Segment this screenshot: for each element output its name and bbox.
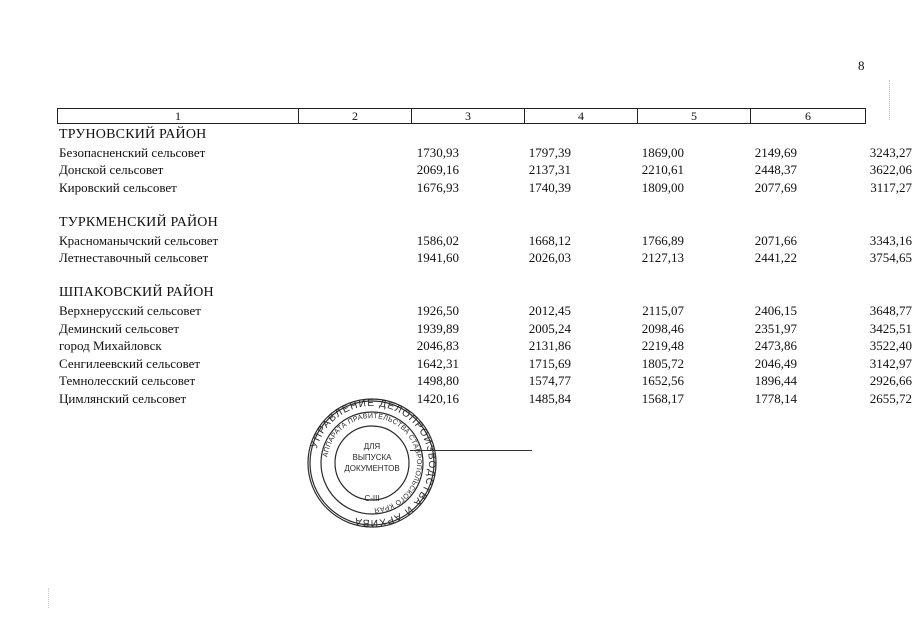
value-cell-col-5: 1896,44 [754, 373, 797, 389]
district-name: ТРУНОВСКИЙ РАЙОН [59, 127, 207, 142]
value-cell-col-3: 1715,69 [528, 355, 571, 371]
value-cell-col-6: 3522,40 [869, 338, 912, 354]
row-spacer [57, 196, 865, 214]
district-heading [57, 214, 865, 232]
value-cell-col-3: 1574,77 [528, 373, 571, 389]
value-cell-col-4: 1869,00 [641, 144, 684, 160]
seal-center-line-1: ДЛЯ [363, 442, 381, 451]
column-header: 1 [58, 109, 299, 124]
settlement-name: Сенгилеевский сельсовет [59, 355, 201, 371]
table-row [57, 161, 912, 179]
value-cell-col-2: 1941,60 [416, 250, 459, 266]
value-cell-col-3: 1740,39 [528, 179, 571, 195]
value-cell-col-2: 1586,02 [416, 232, 459, 248]
value-cell-col-6: 3425,51 [869, 320, 912, 336]
official-seal [306, 397, 438, 529]
value-cell-col-6: 3622,06 [869, 162, 912, 178]
value-cell-col-5: 2406,15 [754, 302, 797, 318]
value-cell-col-6: 3243,27 [869, 144, 912, 160]
value-cell-col-5: 1778,14 [754, 390, 797, 406]
value-cell-col-2: 1939,89 [416, 320, 459, 336]
seal-inner-text: АППАРАТА ПРАВИТЕЛЬСТВА СТАВРОПОЛЬСКОГО КРАЯ [322, 412, 423, 514]
value-cell-col-2: 1730,93 [416, 144, 459, 160]
value-cell-col-4: 1805,72 [641, 355, 684, 371]
table-row [57, 337, 912, 355]
seal-center-line-2: ВЫПУСКА [352, 453, 392, 462]
settlement-name: Темнолесский сельсовет [59, 373, 196, 389]
value-cell-col-5: 2351,97 [754, 320, 797, 336]
signature-line [410, 450, 532, 451]
value-cell-col-6: 3754,65 [869, 250, 912, 266]
value-cell-col-3: 1797,39 [528, 144, 571, 160]
settlement-name: Летнеставочный сельсовет [59, 250, 209, 266]
value-cell-col-3: 2026,03 [528, 250, 571, 266]
value-cell-col-6: 3142,97 [869, 355, 912, 371]
settlement-name: Красноманычский сельсовет [59, 232, 219, 248]
value-cell-col-4: 1568,17 [641, 390, 684, 406]
value-cell-col-4: 2219,48 [641, 338, 684, 354]
value-cell-col-5: 2077,69 [754, 179, 797, 195]
seal-center-line-3: ДОКУМЕНТОВ [344, 464, 400, 473]
value-cell-col-3: 2012,45 [528, 302, 571, 318]
value-cell-col-4: 2210,61 [641, 162, 684, 178]
table-row [57, 355, 912, 373]
value-cell-col-5: 2473,86 [754, 338, 797, 354]
value-cell-col-4: 2115,07 [642, 302, 684, 318]
value-cell-col-6: 2655,72 [869, 390, 912, 406]
value-cell-col-3: 1668,12 [528, 232, 571, 248]
column-header: 6 [751, 109, 866, 124]
value-cell-col-6: 2926,66 [869, 373, 912, 389]
value-cell-col-2: 1926,50 [416, 302, 459, 318]
seal-outer-text: УПРАВЛЕНИЕ ДЕЛОПРОИЗВОДСТВА И АРХИВА [309, 397, 438, 529]
table-row [57, 179, 912, 197]
value-cell-col-2: 2069,16 [416, 162, 459, 178]
value-cell-col-3: 2137,31 [528, 162, 571, 178]
value-cell-col-4: 2127,13 [641, 250, 684, 266]
district-heading [57, 126, 865, 144]
value-cell-col-5: 2071,66 [754, 232, 797, 248]
edge-mark [48, 588, 51, 608]
value-cell-col-5: 2046,49 [754, 355, 797, 371]
value-cell-col-3: 2005,24 [528, 320, 571, 336]
settlement-name: Верхнерусский сельсовет [59, 302, 201, 318]
value-cell-col-6: 3648,77 [869, 302, 912, 318]
settlement-name: Кировский сельсовет [59, 179, 177, 195]
table-row [57, 302, 912, 320]
settlement-name: Деминский сельсовет [59, 320, 180, 336]
table-row [57, 372, 912, 390]
value-cell-col-5: 2441,22 [754, 250, 797, 266]
value-cell-col-3: 2131,86 [528, 338, 571, 354]
table-row [57, 144, 912, 162]
value-cell-col-2: 1498,80 [416, 373, 459, 389]
table-row [57, 390, 912, 408]
column-header: 4 [525, 109, 638, 124]
edge-mark [889, 80, 894, 120]
row-spacer [57, 267, 865, 285]
settlement-name: Цимлянский сельсовет [59, 390, 187, 406]
value-cell-col-4: 1652,56 [641, 373, 684, 389]
value-cell-col-2: 1642,31 [416, 355, 459, 371]
column-header: 3 [412, 109, 525, 124]
table-row [57, 232, 912, 250]
district-heading [57, 284, 865, 302]
column-header: 5 [638, 109, 751, 124]
value-cell-col-2: 1676,93 [416, 179, 459, 195]
column-header-row [57, 108, 866, 124]
table-row [57, 249, 912, 267]
settlement-name: город Михайловск [59, 338, 162, 354]
column-header: 2 [299, 109, 412, 124]
value-cell-col-3: 1485,84 [528, 390, 571, 406]
value-cell-col-2: 2046,83 [416, 338, 459, 354]
value-cell-col-4: 1809,00 [641, 179, 684, 195]
value-cell-col-4: 1766,89 [641, 232, 684, 248]
district-name: ТУРКМЕНСКИЙ РАЙОН [59, 214, 218, 230]
value-cell-col-5: 2448,37 [754, 162, 797, 178]
value-cell-col-6: 3117,27 [870, 179, 912, 195]
value-cell-col-5: 2149,69 [754, 144, 797, 160]
value-cell-col-2: 1420,16 [416, 390, 459, 406]
settlement-name: Донской сельсовет [59, 162, 164, 178]
seal-bottom-mark: С-III [364, 494, 380, 503]
table-row [57, 320, 912, 338]
district-name: ШПАКОВСКИЙ РАЙОН [59, 285, 214, 301]
page-number: 8 [858, 58, 865, 73]
table-body [57, 126, 912, 408]
value-cell-col-6: 3343,16 [869, 232, 912, 248]
value-cell-col-4: 2098,46 [641, 320, 684, 336]
settlement-name: Безопасненский сельсовет [59, 144, 206, 160]
